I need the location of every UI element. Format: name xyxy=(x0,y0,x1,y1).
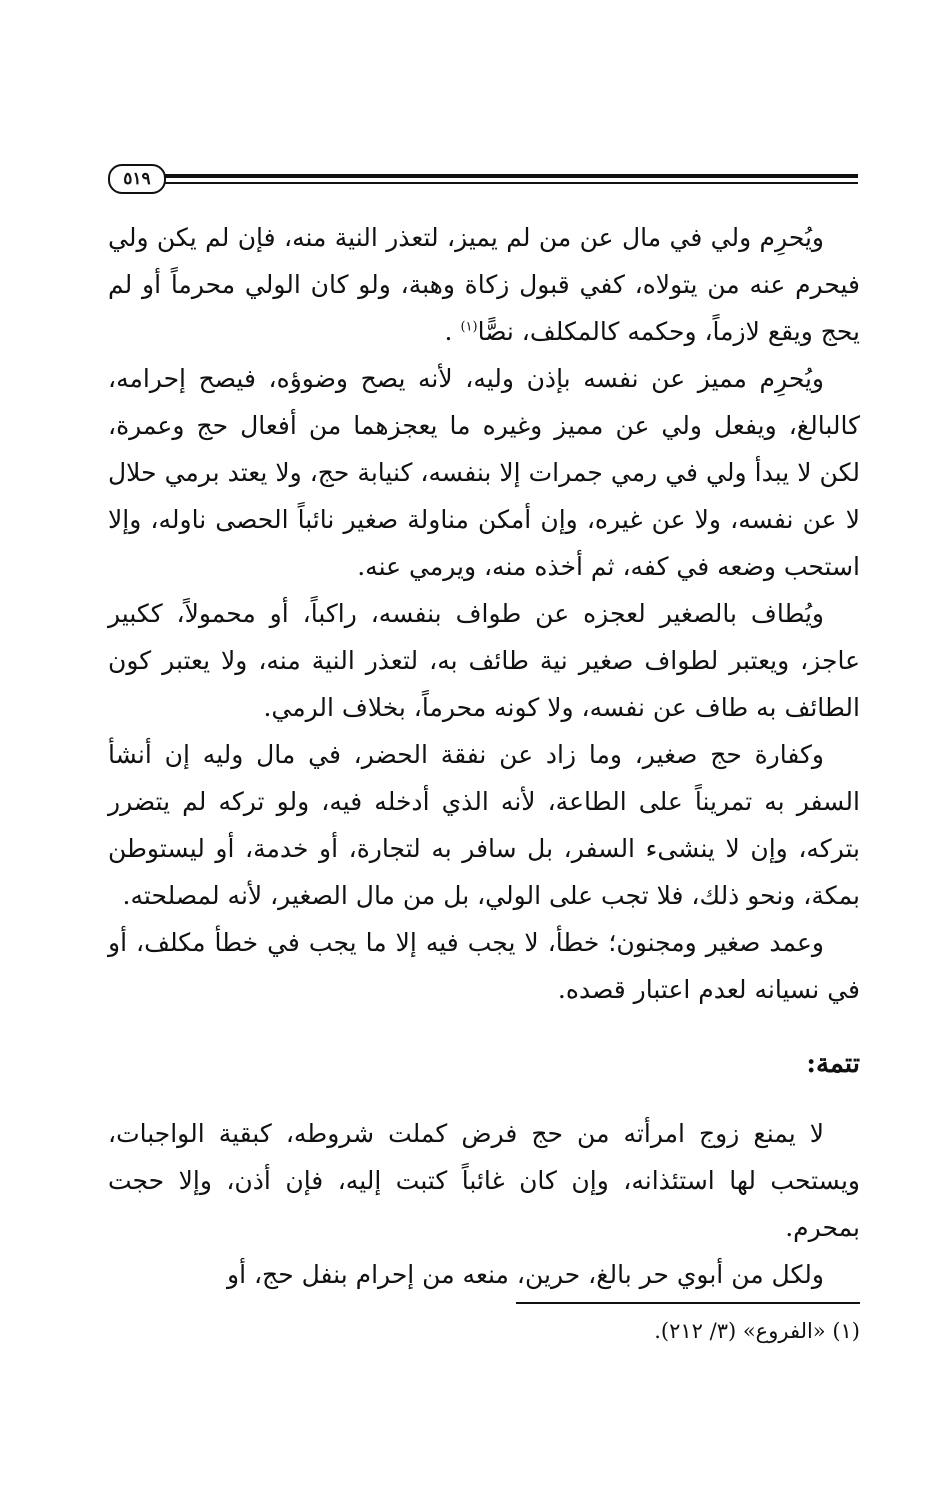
section-paragraph-1: لا يمنع زوج امرأته من حج فرض كملت شروطه، كبقية الواجبات، ويستحب لها استئذانه، وإن كان غائباً كتبت إليه، فإن أذن، وإلا حجت بمحرم. xyxy=(108,1119,860,1242)
paragraph-1-text: ويُحرِم ولي في مال عن من لم يميز، لتعذر النية منه، فإن لم يكن ولي فيحرم عنه من يتولاه، كفي قبول زكاة وهبة، ولو كان الولي محرماً أو لم يحج ويقع لازماً، وحكمه كالمكلف، نصًّا xyxy=(108,223,860,346)
main-text xyxy=(108,214,860,1298)
paragraph-1 xyxy=(108,214,860,355)
header-rule-thick xyxy=(162,174,858,178)
paragraph-1-end: . xyxy=(444,317,461,346)
section-paragraph-2: ولكل من أبوي حر بالغ، حرين، منعه من إحرام بنفل حج، أو xyxy=(227,1260,824,1289)
page-number: ٥١٩ xyxy=(108,164,166,194)
paragraph-3: ويُطاف بالصغير لعجزه عن طواف بنفسه، راكباً، أو محمولاً، ككبير عاجز، ويعتبر لطواف صغير نية طائف به، لتعذر النية منه، ولا يعتبر كون الطائف به طاف عن نفسه، ولا كونه محرماً، بخلاف الرمي. xyxy=(108,599,860,722)
footnote-reference: (١) xyxy=(460,319,478,335)
footnote: (١) «الفروع» (٣/ ٢١٢). xyxy=(654,1319,860,1343)
paragraph-2: ويُحرِم مميز عن نفسه بإذن وليه، لأنه يصح وضوؤه، فيصح إحرامه، كالبالغ، ويفعل ولي عن مميز وغيره ما يعجزهما من أفعال حج وعمرة، لكن لا يبدأ ولي في رمي جمرات إلا بنفسه، كنيابة حج، ولا يعتد برمي حلال لا عن نفسه، ولا عن غيره، وإن أمكن مناولة صغير نائباً الحصى ناوله، وإلا استحب وضعه في كفه، ثم أخذه منه، ويرمي عنه. xyxy=(108,364,860,581)
footnote-divider xyxy=(516,1302,860,1304)
paragraph-5: وعمد صغير ومجنون؛ خطأ، لا يجب فيه إلا ما يجب في خطأ مكلف، أو في نسيانه لعدم اعتبار قصده. xyxy=(108,928,860,1004)
header-rule-thin xyxy=(162,182,858,184)
paragraph-4: وكفارة حج صغير، وما زاد عن نفقة الحضر، في مال وليه إن أنشأ السفر به تمريناً على الطاعة، لأنه الذي أدخله فيه، ولو تركه لم يتضرر بتركه، وإن لا ينشىء السفر، بل سافر به لتجارة، أو خدمة، أو ليستوطن بمكة، ونحو ذلك، فلا تجب على الولي، بل من مال الصغير، لأنه لمصلحته. xyxy=(108,740,860,910)
page-header xyxy=(108,164,858,196)
section-heading: تتمة: xyxy=(806,1049,860,1079)
